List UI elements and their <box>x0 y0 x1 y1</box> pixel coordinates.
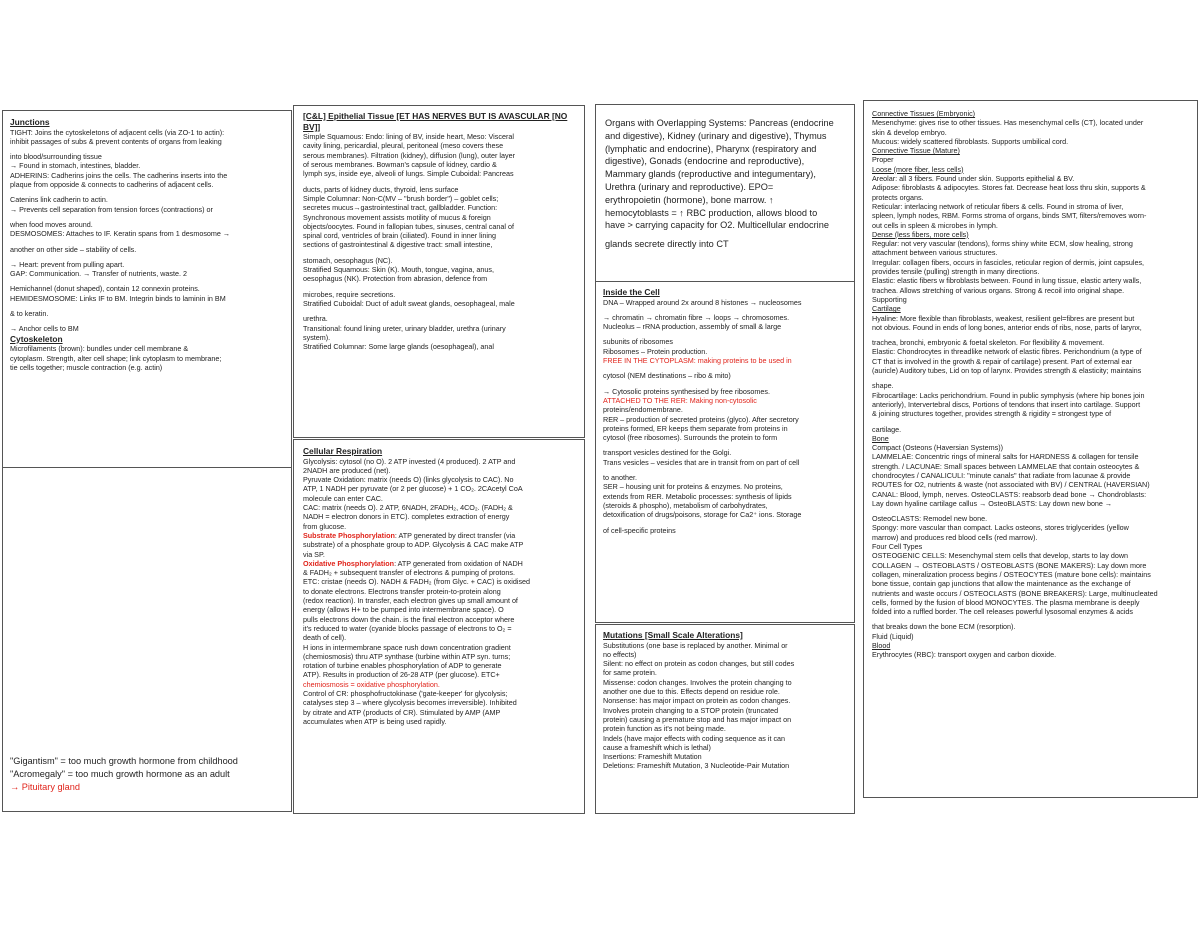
text-line: CANAL: Blood, lymph, nerves. OsteoCLASTS: reabsorb dead bone → Chondroblasts: <box>872 489 1147 499</box>
text-line: that breaks down the bone ECM (resorption). <box>872 622 1016 632</box>
text-line: digestive), Gonads (endocrine and reproductive), <box>605 156 805 167</box>
text-line: rotation of turbine enables phosphorylation of ADP to generate <box>303 661 502 671</box>
text-line: ROUTES for O2, nutrients & waste (not associated with BV) / CENTRAL (HAVERSIAN) <box>872 480 1150 490</box>
text-line: Connective Tissue (Mature) <box>872 146 960 156</box>
text-line: Nucleolus – rRNA production, assembly of small & large <box>603 322 782 332</box>
text-line: proteins/endomembrane. <box>603 405 683 415</box>
text-line: Fibrocartilage: Lacks perichondrium. Found in public symphysis (where hip bones join <box>872 390 1145 400</box>
text-line: collagen, mineralization process begins / OSTEOCYTES (mature bone cells): maintains <box>872 569 1151 579</box>
respiration-text <box>303 457 575 531</box>
text-line: objects/oocytes. Found in fallopian tubes, sinuses, central canal of <box>303 221 514 231</box>
text-line: Control of CR: phosphofructokinase ('gate-keeper' for glycolysis; <box>303 689 508 699</box>
text-line: detoxification of drugs/poisons, storage for Ca2⁺ ions. Storage <box>603 510 802 520</box>
oxidative-first: : ATP generated from oxidation of NADH <box>394 558 523 568</box>
hormone-text <box>10 755 284 781</box>
text-line: NADH = electron donors in ETC). completes extraction of energy <box>303 512 510 522</box>
organs-box <box>595 104 855 282</box>
text-line: trachea, bronchi, embryonic & foetal skeleton. For flexibility & movement. <box>872 338 1105 348</box>
text-line: Catenins link cadherin to actin. <box>10 195 108 205</box>
text-line: secretes mucus→gastrointestinal tract, gallbladder. Function: <box>303 203 498 213</box>
text-line: stomach, oesophagus (NC). <box>303 255 393 265</box>
text-line: Adipose: fibroblasts & adipocytes. Stores fat. Decrease heat loss thru skin, supports & <box>872 183 1146 193</box>
cell-box <box>595 281 855 623</box>
cell-title: Inside the Cell <box>603 287 660 297</box>
text-line: (steroids & phospho), metabolism of carbohydrates, <box>603 500 768 510</box>
text-line: Proper <box>872 155 894 165</box>
text-line: ducts, parts of kidney ducts, thyroid, lens surface <box>303 184 459 194</box>
substrate-title: Substrate Phosphorylation <box>303 530 395 540</box>
text-line: Loose (more fiber, less cells) <box>872 164 964 174</box>
text-line: and digestive), Kidney (urinary and digestive), Thymus <box>605 130 827 141</box>
text-line: 2NADH are produced (net). <box>303 465 391 475</box>
text-line: Cartilage <box>872 304 901 314</box>
text-line: cause a frameshift which is lethal) <box>603 742 711 752</box>
text-line: provides tensile (pulling) strength in many directions. <box>872 267 1040 277</box>
text-line: FREE IN THE CYTOPLASM: making proteins to be used in <box>603 356 792 366</box>
junctions-box <box>2 110 292 468</box>
text-line: Organs with Overlapping Systems: Pancreas (endocrine <box>605 118 834 128</box>
text-line: marrow) and produces red blood cells (red marrow). <box>872 532 1038 542</box>
substrate-3: via SP. <box>303 549 325 559</box>
text-line: LAMMELAE: Concentric rings of mineral salts for HARDNESS & collagen for tensile <box>872 452 1139 462</box>
text-line: of serous membranes. Bowman's capsule of kidney, cardio & <box>303 160 497 170</box>
text-line: ATP). Results in production of 26-28 ATP (per glucose). ETC+ <box>303 670 500 680</box>
text-line: erythropoietin (hormone), bone marrow. ↑ <box>605 194 774 205</box>
text-line: DNA – Wrapped around 2x around 8 histones → nucleosomes <box>603 297 802 307</box>
text-line: Urethra (urinary and reproductive). EPO= <box>605 181 774 192</box>
text-line: → Heart: prevent from pulling apart. <box>10 259 125 269</box>
cytoskeleton-title: Cytoskeleton <box>10 333 63 344</box>
text-line: OSTEOGENIC CELLS: Mesenchymal stem cells that develop, starts to lay down <box>872 551 1129 561</box>
epithelial-box <box>293 105 585 438</box>
text-line: inhibit passages of subs & prevent contents of organs from leaking <box>10 136 222 146</box>
text-line: transport vesicles destined for the Golgi. <box>603 448 732 458</box>
text-line: HEMIDESMOSOME: Links IF to BM. Integrin binds to laminin in BM <box>10 293 226 303</box>
cytoskeleton-text <box>10 344 284 372</box>
text-line: Ribosomes – Protein production. <box>603 346 708 356</box>
text-line: to another. <box>603 473 637 483</box>
text-line: SER – housing unit for proteins & enzymes. No proteins, <box>603 482 783 492</box>
text-line: Connective Tissues (Embryonic) <box>872 109 976 118</box>
text-line: Supporting <box>872 294 907 304</box>
text-line: & FADH₂ + subsequent transfer of electrons & pumping of protons. <box>303 568 515 578</box>
text-line: cavity lining, pericardial, pleural, peritoneal (meso covers these <box>303 141 504 151</box>
text-line: energy (allows H+ to be pumped into intermembrane space). O <box>303 605 504 615</box>
text-line: glands secrete directly into CT <box>605 239 729 250</box>
text-line: RER – production of secreted proteins (glyco). After secretory <box>603 414 799 424</box>
text-line: (chemiosmosis) thru ATP synthase (turbine within ATP syn. turns; <box>303 651 511 661</box>
text-line: → chromatin → chromatin fibre → loops → chromosomes. <box>603 312 790 322</box>
mutation-title: Mutations [Small Scale Alterations] <box>603 630 743 640</box>
text-line: tie cells together; muscle contraction (e.g. actin) <box>10 362 163 372</box>
text-line: "Gigantism" = too much growth hormone from childhood <box>10 756 238 766</box>
text-line: another one due to this. Effects depend on residue role. <box>603 687 780 697</box>
text-line: death of cell). <box>303 633 347 643</box>
epithelial-title: [C&L] Epithelial Tissue [ET HAS NERVES BUT IS AVASCULAR [NO BV]] <box>303 111 568 132</box>
respiration-title: Cellular Respiration <box>303 446 383 456</box>
text-line: lymph sys, inside eye, alveoli of lungs. Simple Cuboidal: Pancreas <box>303 169 514 179</box>
epithelial-text <box>303 132 575 351</box>
text-line: chemiosmosis = oxidative phosphorylation. <box>303 679 440 689</box>
text-line: cytosol (NEM destinations – ribo & mito) <box>603 371 731 381</box>
text-line: Four Cell Types <box>872 542 923 552</box>
text-line: another on other side – stability of cells. <box>10 244 137 254</box>
text-line: Hyaline: More flexible than fibroblasts, weakest, resilient gel=fibres are present but <box>872 313 1135 323</box>
text-line: Silent: no effect on protein as codon changes, but still codes <box>603 659 795 669</box>
text-line: (lymphatic and endocrine), Pharynx (respiratory and <box>605 143 817 154</box>
text-line: microbes, require secretions. <box>303 289 396 299</box>
text-line: cytosol (free ribosomes). Surrounds the protein to form <box>603 433 778 443</box>
substrate-2: substrate) of a phosphate group to ADP. Glycolysis & CAC make ATP <box>303 540 524 550</box>
text-line: DESMOSOMES: Attaches to IF. Keratin spans from 1 desmosome → <box>10 229 231 239</box>
text-line: ATP, 1 NADH per pyruvate (or 2 per glucose) + 1 CO₂. 2CAcetyl CoA <box>303 484 523 494</box>
text-line: Missense: codon changes. Involves the protein changing to <box>603 677 792 687</box>
text-line: Microfilaments (brown): bundles under cell membrane & <box>10 344 189 354</box>
text-line: it's reduced to water (cyanide blocks passage of electrons to O₂ = <box>303 623 512 633</box>
oxidative-text <box>303 568 575 726</box>
text-line: Simple Squamous: Endo: lining of BV, inside heart, Meso: Visceral <box>303 132 514 142</box>
junctions-title: Junctions <box>10 117 50 127</box>
text-line: to donate electrons. Electrons transfer protein-to-protein along <box>303 586 501 596</box>
text-line: & to keratin. <box>10 309 49 319</box>
text-line: have > carrying capacity for O2. Multicellular endocrine <box>605 220 829 231</box>
text-line: oesophagus (NK). Protection from abrasion, defence from <box>303 274 488 284</box>
text-line: from glucose. <box>303 521 347 531</box>
text-line: hemocytoblasts = ↑ RBC production, allows blood to <box>605 207 818 218</box>
text-line: H ions in intermembrane space rush down concentration gradient <box>303 642 511 652</box>
text-line: Pyruvate Oxidation: matrix (needs O) (links glycolysis to CAC). No <box>303 475 514 485</box>
text-line: for same protein. <box>603 668 657 678</box>
text-line: ETC: cristae (needs O). NADH & FADH₂ (from Glyc. + CAC) is oxidised <box>303 577 531 587</box>
pituitary-gland: → Pituitary gland <box>10 781 80 792</box>
text-line: (auricle) Auditory tubes, Lid on top of larynx. Provides strength & elasticity; maintains <box>872 366 1142 376</box>
text-line: system). <box>303 332 331 342</box>
text-line: strength. / LACUNAE: Small spaces between LAMMELAE that contain osteocytes & <box>872 461 1140 471</box>
cell-text <box>603 298 847 535</box>
text-line: urethra. <box>303 314 328 324</box>
oxidative-title: Oxidative Phosphorylation <box>303 558 395 568</box>
mutation-text <box>603 641 847 771</box>
text-line: Reticular: interlacing network of reticular fibers & cells. Found in stroma of liver, <box>872 201 1124 211</box>
text-line: → Found in stomach, intestines, bladder. <box>10 161 141 171</box>
text-line: plaque from opposide & connects to cadherins of adjacent cells. <box>10 180 214 190</box>
text-line: extends from RER. Metabolic processes: synthesis of lipids <box>603 491 792 501</box>
text-line: (redox reaction). In transfer, each electron gives up small amount of <box>303 596 518 606</box>
text-line: Transitional: found lining ureter, urinary bladder, urethra (urinary <box>303 323 506 333</box>
text-line: Blood <box>872 641 891 651</box>
text-line: chondrocytes / CANALICULI: "minute canals" that radiate from lacunae & provide <box>872 470 1131 480</box>
text-line: Mammary glands (reproductive and integumentary), <box>605 169 816 180</box>
hormone-box <box>2 467 292 812</box>
text-line: Areolar: all 3 fibers. Found under skin. Supports epithelial & BV. <box>872 174 1075 184</box>
text-line: bone tissue, contain gap junctions that allow the maintenance as the exchange of <box>872 579 1131 589</box>
text-line: Stratified Squamous: Skin (K). Mouth, tongue, vagina, anus, <box>303 265 494 275</box>
text-line: CAC: matrix (needs O). 2 ATP, 6NADH, 2FADH₂, 4CO₂. (FADH₂ & <box>303 503 513 513</box>
text-line: OsteoCLASTS: Remodel new bone. <box>872 514 988 524</box>
text-line: protects organs. <box>872 192 924 202</box>
text-line: "Acromegaly" = too much growth hormone as an adult <box>10 768 230 779</box>
text-line: Simple Columnar: Non-C(MV – "brush border") – goblet cells; <box>303 193 499 203</box>
text-line: Trans vesicles – vesicles that are in transit from on part of cell <box>603 457 800 467</box>
text-line: GAP: Communication. → Transfer of nutrients, waste. 2 <box>10 269 187 279</box>
text-line: Fluid (Liquid) <box>872 631 914 641</box>
text-line: ADHERINS: Cadherins joins the cells. The cadherins inserts into the <box>10 170 228 180</box>
text-line: COLLAGEN → OSTEOBLASTS / OSTEOBLASTS (BONE MAKERS): Lay down more <box>872 560 1147 570</box>
text-line: out cells in spleen & microbes in lymph. <box>872 220 998 230</box>
text-line: Indels (have major effects with coding sequence as it can <box>603 733 786 743</box>
text-line: Erythrocytes (RBC): transport oxygen and carbon dioxide. <box>872 650 1057 660</box>
text-line: folded into a ruffled border. The cell releases powerful lysosomal enzymes & acids <box>872 607 1134 617</box>
text-line: Elastic: elastic fibers w fibroblasts between. Found in lung tissue, elastic artery walls, <box>872 276 1142 286</box>
text-line: of cell-specific proteins <box>603 525 676 535</box>
text-line: → Prevents cell separation from tension forces (contractions) or <box>10 204 213 214</box>
substrate-first: : ATP generated by direct transfer (via <box>394 530 516 540</box>
junctions-text <box>10 128 284 334</box>
text-line: shape. <box>872 381 894 391</box>
text-line: Stratified Cuboidal: Duct of adult sweat glands, oesophageal, male <box>303 298 515 308</box>
connective-text <box>872 109 1189 660</box>
text-line: Nonsense: has major impact on protein as codon changes. <box>603 696 791 706</box>
organs-text <box>605 117 845 251</box>
text-line: protein function as it's not being made. <box>603 724 726 734</box>
text-line: ATTACHED TO THE RER: Making non-cytosolic <box>603 395 757 405</box>
text-line: not obvious. Found in ends of long bones, anterior ends of ribs, nose, parts of larynx, <box>872 322 1142 332</box>
text-line: Involves protein changing to a STOP protein (truncated <box>603 705 779 715</box>
text-line: Mucous: widely scattered fibroblasts. Supports umbilical cord. <box>872 136 1069 146</box>
connective-box <box>863 100 1198 798</box>
text-line: & joining structures together, provides strength & rigidity = strongest type of <box>872 409 1112 419</box>
text-line: Insertions: Frameshift Mutation <box>603 752 702 762</box>
text-line: sections of gastrointestinal & digestive tract: small intestine, <box>303 240 493 250</box>
text-line: cartilage. <box>872 424 902 434</box>
text-line: accumulates when ATP is being used rapidly. <box>303 716 447 726</box>
text-line: when food moves around. <box>10 219 93 229</box>
text-line: Hemichannel (donut shaped), contain 12 connexin proteins. <box>10 284 200 294</box>
text-line: catalyses step 3 – where glycolysis becomes irreversible). Inhibited <box>303 698 517 708</box>
text-line: trachea. Allows stretching of various organs. Strong & recoil into original shape. <box>872 285 1125 295</box>
text-line: spleen, lymph nodes, RBM. Forms stroma of organs, binds SMT, filters/removes worn- <box>872 211 1147 221</box>
text-line: subunits of ribosomes <box>603 337 673 347</box>
text-line: into blood/surrounding tissue <box>10 152 102 162</box>
text-line: by citrate and ATP (products of CR). Stimulated by AMP (AMP <box>303 707 501 717</box>
text-line: molecule can enter CAC. <box>303 493 383 503</box>
text-line: pulls electrons down the chain. is the final electron acceptor where <box>303 614 515 624</box>
text-line: Irregular: collagen fibers, occurs in fascicles, reticular region of dermis, joint capsules, <box>872 257 1145 267</box>
text-line: TIGHT: Joins the cytoskeletons of adjacent cells (via ZO-1 to actin): <box>10 127 225 137</box>
text-line: Compact (Osteons (Haversian Systems)) <box>872 443 1004 453</box>
text-line: Synchronous movement assists motility of mucus & foreign <box>303 212 491 222</box>
text-line: serous membranes). Filtration (kidney), diffusion (lung), outer layer <box>303 150 515 160</box>
text-line: Mesenchyme: gives rise to other tissues. Has mesenchymal cells (CT), located under <box>872 118 1144 128</box>
text-line: Stratified Columnar: Some large glands (oesophageal), anal <box>303 342 494 352</box>
text-line: Bone <box>872 433 889 443</box>
text-line: CT that is involved in the growth & repair of cartilage) present. Part of external ear <box>872 356 1132 366</box>
text-line: cytoplasm. Strength, alter cell shape; link cytoplasm to membrane; <box>10 353 222 363</box>
text-line: Dense (less fibers, more cells) <box>872 229 969 239</box>
text-line: Spongy: more vascular than compact. Lacks osteons, stores triglycerides (yellow <box>872 523 1129 533</box>
text-line: Lay down hyaline cartilage callus → OsteoBLASTS: Lay down new bone → <box>872 498 1113 508</box>
text-line: Deletions: Frameshift Mutation, 3 Nucleotide-Pair Mutation <box>603 761 790 771</box>
text-line: Regular: not very vascular (tendons), forms shiny white ECM, slow healing, strong <box>872 239 1133 249</box>
text-line: Glycolysis: cytosol (no O). 2 ATP invested (4 produced). 2 ATP and <box>303 456 516 466</box>
text-line: spinal cord, ventricles of brain (ciliated). Found in inner lining <box>303 231 496 241</box>
text-line: anteriorly), Intervertebral discs, Portions of tendons that insert into cartilage. Support <box>872 399 1141 409</box>
text-line: proteins formed, ER keeps them separate from proteins in <box>603 423 788 433</box>
text-line: attachment between various structures. <box>872 248 998 258</box>
text-line: cells, formed by the fusion of blood MONOCYTES. The plasma membrane is deeply <box>872 597 1140 607</box>
text-line: skin & develop embryo. <box>872 127 947 137</box>
respiration-box <box>293 439 585 814</box>
mutation-box <box>595 624 855 814</box>
text-line: → Cytosolic proteins synthesised by free ribosomes. <box>603 386 770 396</box>
text-line: Elastic: Chondrocytes in threadlike network of elastic fibres. Perichondrium (a type of <box>872 347 1142 357</box>
text-line: protein) causing a premature stop and has major impact on <box>603 714 792 724</box>
text-line: → Anchor cells to BM <box>10 324 79 334</box>
text-line: nutrients and waste occurs / OSTEOCLASTS (BONE BREAKERS): Large, multinucleated <box>872 588 1158 598</box>
text-line: no effects) <box>603 649 637 659</box>
text-line: Substitutions (one base is replaced by another. Minimal or <box>603 640 788 650</box>
